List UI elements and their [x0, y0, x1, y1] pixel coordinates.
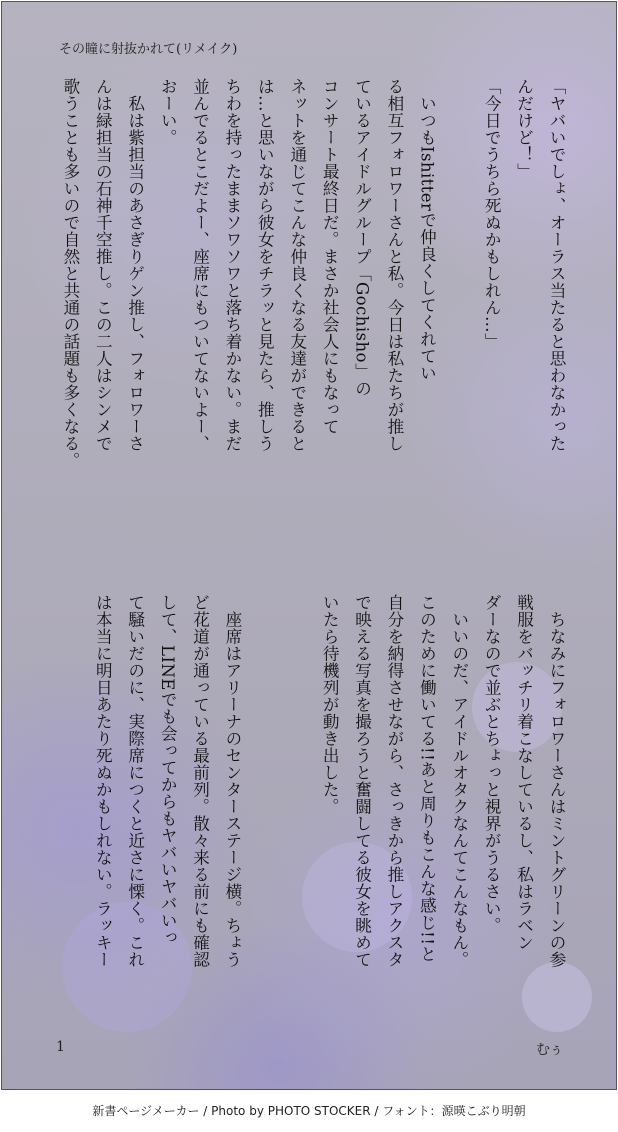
page-number: 1	[56, 1039, 65, 1055]
credit-line: 新書ページメーカー / Photo by PHOTO STOCKER / フォント：源暎こぶり明朝	[92, 1104, 526, 1118]
running-title: その瞳に射抜かれて(リメイク)	[59, 42, 238, 57]
author-name: むぅ	[536, 1042, 564, 1058]
body-text-upper: 「ヤバいでしょ、オーラス当たると思わなかった んだけど！」 「今日でうちら死ぬかもしれん…」 いつもIshitterで仲良くしてくれてい る相互フォロワーさんと私。今日は私たちが推し ているアイドルグループ「Gochisho」の コンサート最終日だ。まさか社会人にもなって ネットを通じてこんな仲良くなる友達ができると は…と思いながら彼女をチラッと見たら、推しう ちわを持ったままソワソワと落ち着かない。まだ 並んでるとこだよー、座席にもついてないよー、 おーい。 私は紫担当のあさぎりゲン推し、フォロワーさ んは緑担当の石神千空推し。この二人はシンメで 歌うことも多いので自然と共通の話題も多くなる。	[60, 78, 566, 469]
body-text-lower: ちなみにフォロワーさんはミントグリーンの参 戦服をバッチリ着こなしているし、私はラベン ダーなので並ぶとちょっと視界がうるさい。 いいのだ、アイドルオタクなんてこんなもん。 このために働いてる!!あと周りもこんな感じ!!と 自分を納得させながら、さっきから推しアクスタ で映える写真を撮ろうと奮闘してる彼女を眺めて いたら待機列が動き出した。 座席はアリーナのセンターステージ横。ちょう ど花道が通っている最前列。散々来る前にも確認 して、LINEでも会ってからもヤバいヤバいっ て騒いだのに、実際席につくと近さに慄く。これ は本当に明日あたり死ぬかもしれない。ラッキー	[93, 594, 566, 968]
book-page	[1, 1, 617, 1090]
